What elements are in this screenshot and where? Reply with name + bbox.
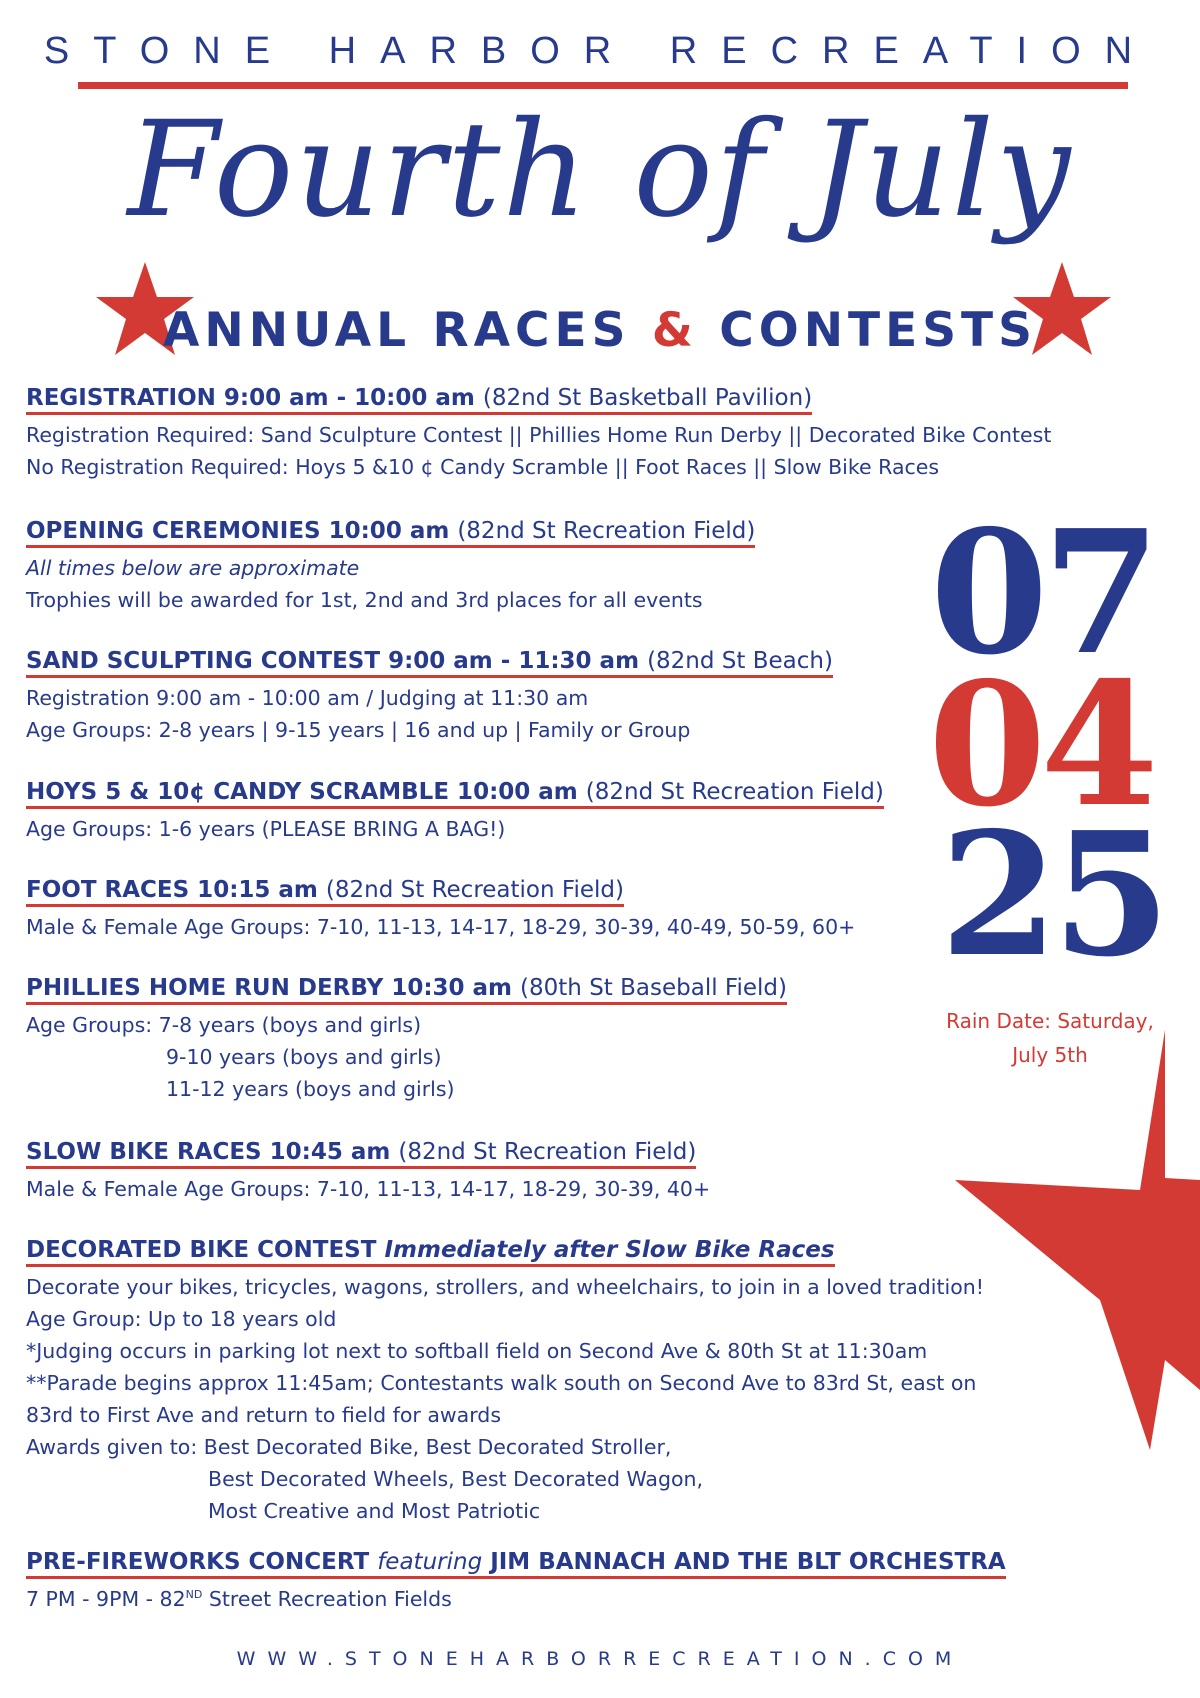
sand-title: SAND SCULPTING CONTEST 9:00 am - 11:30 am <box>26 648 640 674</box>
foot-line: Male & Female Age Groups: 7-10, 11-13, 14-17, 18-29, 30-39, 40-49, 50-59, 60+ <box>26 915 856 939</box>
concert-featuring: featuring <box>377 1549 483 1575</box>
registration-place: (82nd St Basketball Pavilion) <box>482 385 813 411</box>
registration-line: No Registration Required: Hoys 5 &10 ¢ Candy Scramble || Foot Races || Slow Bike Races <box>26 455 940 479</box>
decorated-line: **Parade begins approx 11:45am; Contestants walk south on Second Ave to 83rd St, east on <box>26 1371 977 1395</box>
section-concert <box>26 1549 1006 1611</box>
date-month: 07 <box>930 493 1155 693</box>
concert-line <box>26 1587 1006 1611</box>
section-registration-header <box>26 385 812 415</box>
derby-title: PHILLIES HOME RUN DERBY 10:30 am <box>26 975 513 1001</box>
rain-date-line2: July 5th <box>1012 1043 1088 1067</box>
section-candy-header <box>26 779 884 809</box>
header-divider <box>78 82 1128 89</box>
section-foot-header <box>26 877 624 907</box>
date-day: 04 <box>928 645 1153 845</box>
sand-place: (82nd St Beach) <box>647 648 833 674</box>
slow-title: SLOW BIKE RACES 10:45 am <box>26 1139 391 1165</box>
section-derby-header <box>26 975 787 1005</box>
star-right-icon <box>1012 262 1112 358</box>
slow-place: (82nd St Recreation Field) <box>398 1139 697 1165</box>
candy-place: (82nd St Recreation Field) <box>585 779 884 805</box>
section-sand-sculpting <box>26 648 833 742</box>
rain-date <box>935 1004 1165 1072</box>
date-year: 25 <box>940 795 1165 995</box>
sand-line: Age Groups: 2-8 years | 9-15 years | 16 and up | Family or Group <box>26 718 691 742</box>
slow-line: Male & Female Age Groups: 7-10, 11-13, 14-17, 18-29, 30-39, 40+ <box>26 1177 711 1201</box>
section-opening <box>26 518 755 612</box>
decorated-line: Awards given to: Best Decorated Bike, Best Decorated Stroller, <box>26 1435 672 1459</box>
subtitle-ampersand: & <box>651 303 698 358</box>
decorated-line: 83rd to First Ave and return to field for awards <box>26 1403 502 1427</box>
candy-line: Age Groups: 1-6 years (PLEASE BRING A BAG!) <box>26 817 506 841</box>
derby-place: (80th St Baseball Field) <box>520 975 787 1001</box>
decorated-line: Age Group: Up to 18 years old <box>26 1307 337 1331</box>
section-slow-bike-races <box>26 1139 710 1201</box>
concert-performer: JIM BANNACH AND THE BLT ORCHESTRA <box>490 1549 1006 1575</box>
big-star-icon <box>950 1030 1200 1450</box>
derby-line: Age Groups: 7-8 years (boys and girls) <box>26 1013 422 1037</box>
opening-title: OPENING CEREMONIES 10:00 am <box>26 518 450 544</box>
section-candy-scramble <box>26 779 884 841</box>
registration-line: Registration Required: Sand Sculpture Contest || Phillies Home Run Derby || Decorated Bike Contest <box>26 423 1052 447</box>
organization-name: STONE HARBOR RECREATION <box>43 30 1157 72</box>
decorated-line: Decorate your bikes, tricycles, wagons, strollers, and wheelchairs, to join in a loved tradition! <box>26 1275 984 1299</box>
subtitle-contests: CONTESTS <box>719 303 1037 358</box>
section-decorated-bike <box>26 1237 984 1523</box>
section-sand-header <box>26 648 833 678</box>
registration-title: REGISTRATION 9:00 am - 10:00 am <box>26 385 475 411</box>
derby-line: 9-10 years (boys and girls) <box>166 1045 442 1069</box>
section-decorated-header <box>26 1237 835 1267</box>
rain-date-line1: Rain Date: Saturday, <box>946 1009 1154 1033</box>
decorated-line: *Judging occurs in parking lot next to softball field on Second Ave & 80th St at 11:30am <box>26 1339 928 1363</box>
decorated-subtitle: Immediately after Slow Bike Races <box>384 1237 835 1263</box>
candy-title: HOYS 5 & 10¢ CANDY SCRAMBLE 10:00 am <box>26 779 578 805</box>
foot-title: FOOT RACES 10:15 am <box>26 877 318 903</box>
concert-title: PRE-FIREWORKS CONCERT <box>26 1549 370 1575</box>
opening-line: All times below are approximate <box>26 556 360 580</box>
concert-superscript: ND <box>185 1588 203 1602</box>
section-foot-races <box>26 877 855 939</box>
section-registration <box>26 385 1051 479</box>
opening-place: (82nd St Recreation Field) <box>457 518 756 544</box>
decorated-line: Best Decorated Wheels, Best Decorated Wagon, <box>208 1467 704 1491</box>
foot-place: (82nd St Recreation Field) <box>325 877 624 903</box>
decorated-line: Most Creative and Most Patriotic <box>208 1499 541 1523</box>
derby-line: 11-12 years (boys and girls) <box>166 1077 455 1101</box>
concert-location: Street Recreation Fields <box>202 1587 452 1611</box>
decorated-title: DECORATED BIKE CONTEST <box>26 1237 377 1263</box>
section-home-run-derby <box>26 975 787 1101</box>
section-opening-header <box>26 518 755 548</box>
subtitle-races: ANNUAL RACES <box>163 303 631 358</box>
sand-line: Registration 9:00 am - 10:00 am / Judging at 11:30 am <box>26 686 589 710</box>
page-title: Fourth of July <box>127 93 1073 247</box>
section-concert-header <box>26 1549 1006 1579</box>
section-slow-header <box>26 1139 696 1169</box>
concert-time: 7 PM - 9PM - 82 <box>26 1587 186 1611</box>
website-link[interactable]: WWW.STONEHARBORRECREATION.COM <box>236 1648 964 1670</box>
opening-line: Trophies will be awarded for 1st, 2nd and 3rd places for all events <box>26 588 703 612</box>
